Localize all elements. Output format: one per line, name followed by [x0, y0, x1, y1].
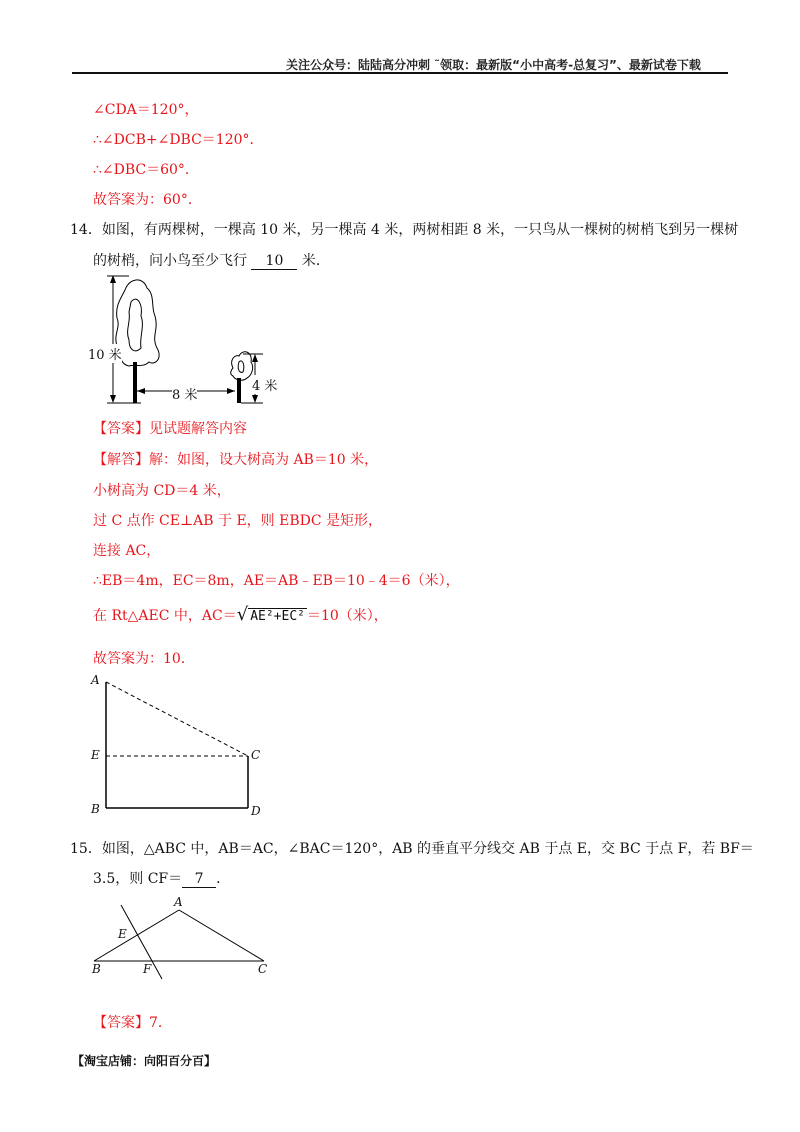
q14-solution-6-post: ＝10（米），	[306, 608, 388, 624]
q15-line-1	[70, 838, 754, 858]
sqrt-radicand: AE²+EC²	[250, 609, 305, 624]
triangle-point-b: B	[92, 962, 101, 976]
q15-text-2-post: ．	[216, 871, 231, 887]
diagram-point-c: C	[251, 748, 261, 762]
q15-text-2: 3.5，则 CF＝	[93, 871, 183, 887]
diagram-point-b: B	[91, 802, 100, 816]
q14-solution-2: 小树高为 CD＝4 米，	[93, 483, 231, 499]
diagram-point-d: D	[251, 804, 261, 818]
triangle-point-c: C	[258, 962, 268, 976]
q14-answer-blank: 10	[251, 253, 297, 270]
q14-line-2	[93, 250, 330, 270]
rectangle-diagram	[86, 670, 276, 820]
triangle-point-a: A	[174, 895, 183, 909]
triangle-point-e: E	[118, 927, 127, 941]
q14-solution-6	[93, 604, 388, 625]
q15-line-2	[93, 868, 230, 888]
q14-solution-6-pre: 在 Rt△AEC 中，AC＝	[93, 608, 237, 624]
prev-line-3: ∴∠DBC＝60°．	[93, 162, 199, 178]
sqrt-symbol: √	[236, 604, 249, 625]
q14-text-2-post: 米．	[301, 253, 330, 269]
q15-number: 15．	[70, 841, 102, 857]
q14-answer-tag: 【答案】见试题解答内容	[93, 421, 247, 437]
page-header: 关注公众号：陆陆高分冲刺 ˜领取：最新版“小中高考-总复习”、最新试卷下载	[286, 58, 701, 72]
q15-answer-blank: 7	[182, 871, 216, 888]
q14-solution-3: 过 C 点作 CE⊥AB 于 E，则 EBDC 是矩形，	[93, 513, 383, 529]
q14-solution-4: 连接 AC，	[93, 543, 161, 559]
diagram-point-a: A	[91, 673, 100, 687]
q15-answer-tag: 【答案】7．	[93, 1015, 172, 1031]
label-big-tree-height: 10 米	[88, 344, 122, 363]
q14-text-2: 的树梢，问小鸟至少飞行	[93, 253, 247, 269]
label-small-tree-height: 4 米	[252, 375, 277, 394]
q14-solution-7: 故答案为：10．	[93, 651, 195, 667]
q15-text-1: 如图，△ABC 中，AB＝AC，∠BAC＝120°，AB 的垂直平分线交 AB 于点 E，交 BC 于点 F，若 BF＝	[101, 841, 754, 857]
page-footer: 【淘宝店铺：向阳百分百】	[72, 1054, 217, 1068]
q14-line-1	[70, 219, 738, 239]
q14-solution-5: ∴EB＝4m，EC＝8m，AE＝AB﹣EB＝10﹣4＝6（米），	[93, 573, 460, 589]
q14-solution-1: 【解答】解：如图，设大树高为 AB＝10 米，	[93, 452, 379, 468]
prev-line-2: ∴∠DCB+∠DBC＝120°．	[93, 132, 264, 148]
prev-line-4: 故答案为：60°．	[93, 192, 202, 208]
prev-line-1: ∠CDA＝120°，	[93, 102, 199, 118]
label-tree-distance: 8 米	[172, 384, 197, 403]
diagram-point-e: E	[91, 748, 100, 762]
q14-text-1: 如图，有两棵树，一棵高 10 米，另一棵高 4 米，两树相距 8 米，一只鸟从一棵树的树梢飞到另一棵树	[101, 222, 739, 238]
triangle-point-f: F	[143, 962, 152, 976]
header-rule	[72, 72, 728, 74]
q14-number: 14．	[70, 222, 102, 238]
